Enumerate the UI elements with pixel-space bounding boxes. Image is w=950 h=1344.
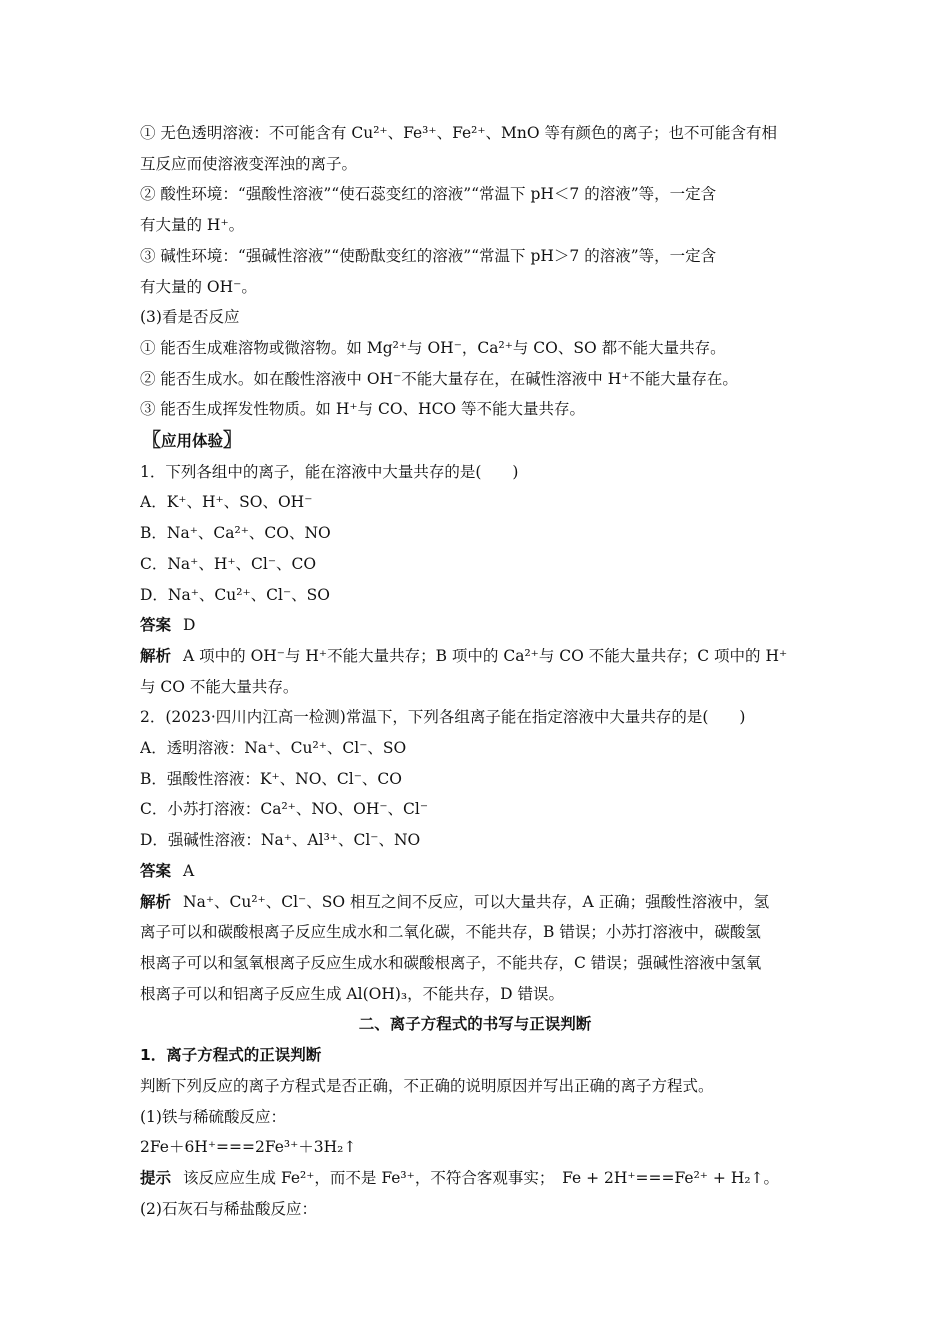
subheading: (3)看是否反应 <box>140 308 240 327</box>
hint-text: 该反应应生成 Fe²⁺，而不是 Fe³⁺，不符合客观事实； Fe + 2H⁺===Fe²⁺ + H₂↑。 <box>183 1168 780 1187</box>
tag-open-bracket: 〖 <box>142 429 162 452</box>
option-d: D．Na⁺、Cu²⁺、Cl⁻、SO <box>140 585 330 604</box>
document-page <box>140 118 810 1224</box>
analysis-text: A 项中的 OH⁻与 H⁺不能大量共存；B 项中的 Ca²⁺与 CO 不能大量共存；C 项中的 H⁺ <box>183 646 788 665</box>
text-line: ② 能否生成水。如在酸性溶液中 OH⁻不能大量存在，在碱性溶液中 H⁺不能大量存在。 <box>140 369 738 388</box>
option-a: A．K⁺、H⁺、SO、OH⁻ <box>140 493 313 512</box>
answer-line <box>140 610 810 641</box>
text-line: ① 能否生成难溶物或微溶物。如 Mg²⁺与 OH⁻，Ca²⁺与 CO、SO 都不能大量共存。 <box>140 338 726 357</box>
question-stem: 2．(2023·四川内江高一检测)常温下，下列各组离子能在指定溶液中大量共存的是( ) <box>140 708 746 727</box>
analysis-line <box>140 641 810 672</box>
text-line: ② 酸性环境：“强酸性溶液”“使石蕊变红的溶液”“常温下 pH＜7 的溶液”等，一定含 <box>140 185 717 204</box>
analysis-line <box>140 887 810 918</box>
problem-item: (1)铁与稀硫酸反应： <box>140 1107 286 1126</box>
option-b: B．强酸性溶液：K⁺、NO、Cl⁻、CO <box>140 769 402 788</box>
answer-label: 答案 <box>140 616 172 635</box>
analysis-line: 与 CO 不能大量共存。 <box>140 677 299 696</box>
text-line: ③ 能否生成挥发性物质。如 H⁺与 CO、HCO 等不能大量共存。 <box>140 400 586 419</box>
tag-label: 应用体验 <box>161 432 224 451</box>
text-line: 互反应而使溶液变浑浊的离子。 <box>140 154 358 173</box>
analysis-line: 根离子可以和氢氧根离子反应生成水和碳酸根离子，不能共存，C 错误；强碱性溶液中氢氧 <box>140 953 762 972</box>
analysis-text: Na⁺、Cu²⁺、Cl⁻、SO 相互之间不反应，可以大量共存，A 正确；强酸性溶液中，氢 <box>183 892 770 911</box>
problem-item: (2)石灰石与稀盐酸反应： <box>140 1199 317 1218</box>
option-b: B．Na⁺、Ca²⁺、CO、NO <box>140 524 331 543</box>
question-stem: 1．下列各组中的离子，能在溶液中大量共存的是( ) <box>140 462 519 481</box>
hint-label: 提示 <box>140 1168 172 1187</box>
text-line: ③ 碱性环境：“强碱性溶液”“使酚酞变红的溶液”“常温下 pH＞7 的溶液”等，一定含 <box>140 246 717 265</box>
analysis-label: 解析 <box>140 892 172 911</box>
section-tag <box>140 425 810 457</box>
text-line: ① 无色透明溶液：不可能含有 Cu²⁺、Fe³⁺、Fe²⁺、MnO 等有颜色的离子；也不可能含有相 <box>140 124 778 142</box>
analysis-label: 解析 <box>140 646 172 665</box>
analysis-line: 根离子可以和铝离子反应生成 Al(OH)₃，不能共存，D 错误。 <box>140 984 564 1003</box>
option-a: A．透明溶液：Na⁺、Cu²⁺、Cl⁻、SO <box>140 739 407 758</box>
answer-value: D <box>183 616 196 635</box>
text-line: 有大量的 OH⁻。 <box>140 277 257 296</box>
answer-value: A <box>183 861 195 880</box>
text-line: 有大量的 H⁺。 <box>140 216 245 235</box>
option-c: C．小苏打溶液：Ca²⁺、NO、OH⁻、Cl⁻ <box>140 800 429 819</box>
answer-label: 答案 <box>140 861 172 880</box>
answer-line <box>140 856 810 887</box>
option-d: D．强碱性溶液：Na⁺、Al³⁺、Cl⁻、NO <box>140 831 421 850</box>
tag-close-bracket: 〗 <box>223 429 243 452</box>
equation: 2Fe＋6H⁺===2Fe³⁺＋3H₂↑ <box>140 1138 357 1157</box>
text-line: 判断下列反应的离子方程式是否正确，不正确的说明原因并写出正确的离子方程式。 <box>140 1076 714 1095</box>
section-heading: 二、离子方程式的书写与正误判断 <box>358 1015 592 1034</box>
hint-line <box>140 1163 810 1194</box>
analysis-line: 离子可以和碳酸根离子反应生成水和二氧化碳，不能共存，B 错误；小苏打溶液中，碳酸氢 <box>140 923 761 942</box>
subsection-heading: 1．离子方程式的正误判断 <box>140 1046 322 1065</box>
option-c: C．Na⁺、H⁺、Cl⁻、CO <box>140 554 317 573</box>
